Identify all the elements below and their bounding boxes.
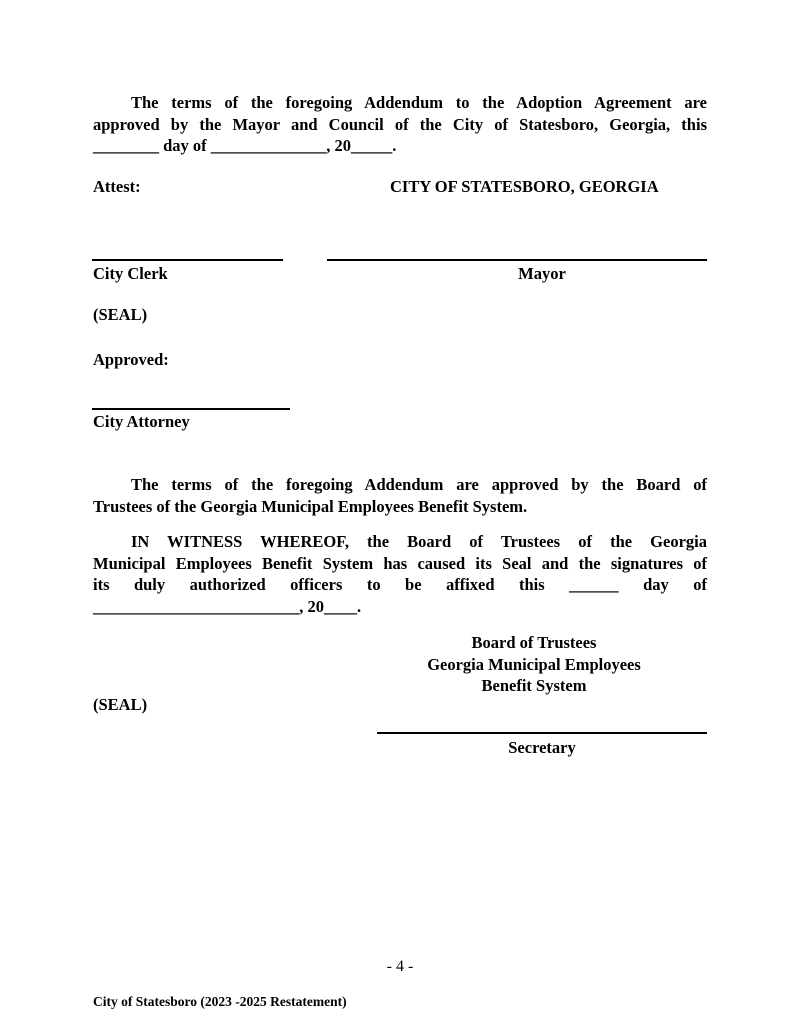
board-block-line: Board of Trustees — [471, 633, 597, 652]
paragraph-council-approval — [93, 92, 707, 157]
mayor-label: Mayor — [518, 264, 566, 283]
approved-label: Approved: — [93, 350, 169, 369]
footer-restatement-note: City of Statesboro (2023 -2025 Restatement) — [93, 994, 347, 1009]
board-of-trustees-block — [360, 632, 708, 697]
board-block-line: Benefit System — [481, 676, 587, 695]
paragraph-line-date-blanks: _________________________, 20____. — [93, 596, 362, 616]
attest-label: Attest: — [93, 177, 141, 196]
paragraph-line: Trustees of the Georgia Municipal Employees Benefit System. — [93, 496, 528, 516]
org-heading: CITY OF STATESBORO, GEORGIA — [390, 177, 659, 196]
signature-line-city-attorney — [92, 392, 290, 410]
signature-line-city-clerk — [92, 243, 283, 261]
city-clerk-label: City Clerk — [93, 264, 168, 283]
paragraph-in-witness-whereof — [93, 531, 707, 617]
signature-line-secretary — [377, 716, 707, 734]
secretary-label: Secretary — [508, 738, 576, 757]
paragraph-line: IN WITNESS WHEREOF, the Board of Trustees of the Georgia — [131, 532, 707, 551]
paragraph-line: The terms of the foregoing Addendum to the Adoption Agreement are — [131, 93, 707, 112]
signature-line-mayor — [327, 243, 707, 261]
paragraph-line-day-blank: its duly authorized officers to be affixed this ______ day of — [93, 575, 707, 594]
paragraph-line-date-blanks: ________ day of ______________, 20_____. — [93, 136, 397, 155]
seal-label-2: (SEAL) — [93, 695, 148, 714]
paragraph-line: approved by the Mayor and Council of the City of Statesboro, Georgia, this — [93, 114, 707, 134]
paragraph-line: The terms of the foregoing Addendum are approved by the Board of — [131, 475, 707, 494]
paragraph-trustees-approval — [93, 474, 707, 517]
city-attorney-label: City Attorney — [93, 412, 190, 431]
seal-label-1: (SEAL) — [93, 305, 148, 324]
page-number: - 4 - — [386, 958, 414, 975]
paragraph-line: Municipal Employees Benefit System has caused its Seal and the signatures of — [93, 553, 707, 573]
board-block-line: Georgia Municipal Employees — [427, 654, 641, 674]
